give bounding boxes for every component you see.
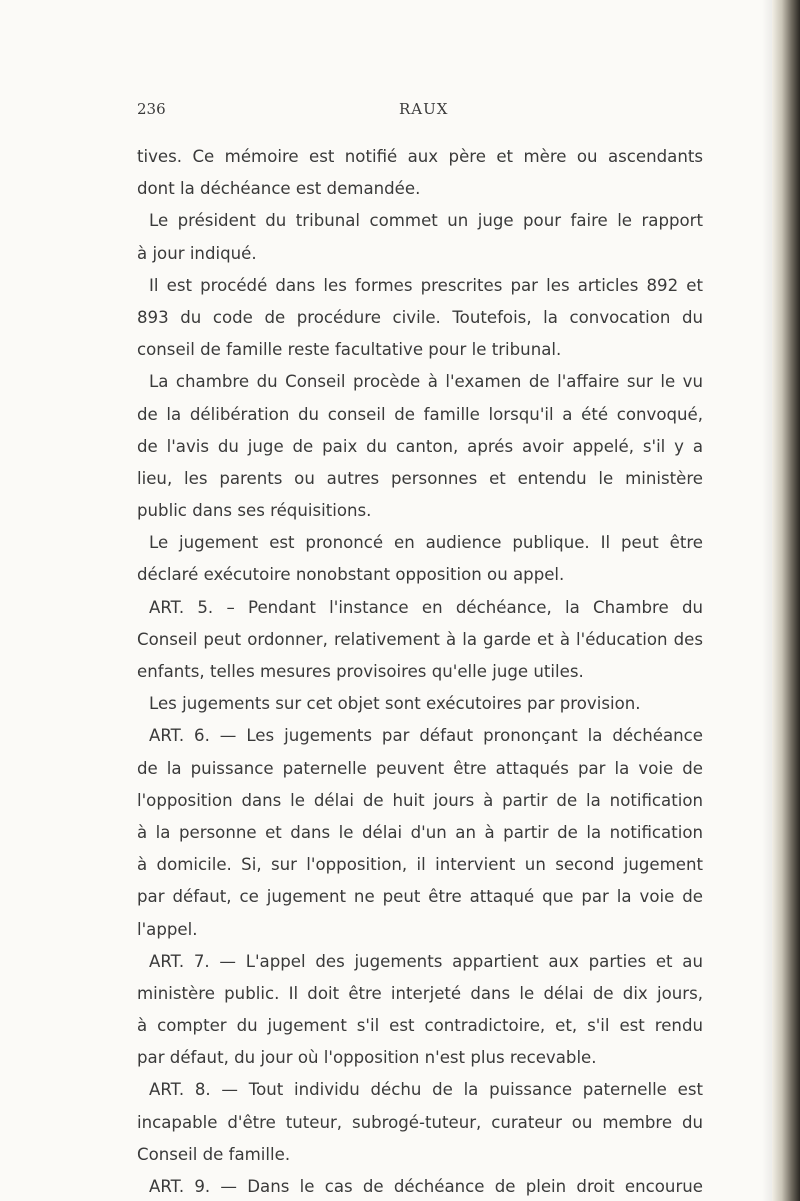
text-line: incapable d'être tuteur, subrogé-tuteur, curateur ou membre du (137, 1112, 703, 1132)
text-line: déclaré exécutoire nonobstant opposition ou appel. (137, 565, 565, 585)
running-head: RAUX (399, 100, 449, 118)
text-line: l'opposition dans le délai de huit jours à partir de la notification (137, 790, 703, 810)
text-line: ART. 5. – Pendant l'instance en déchéance, la Chambre du (149, 597, 703, 617)
text-line: 893 du code de procédure civile. Toutefois, la convocation du (137, 307, 703, 327)
text-line: conseil de famille reste facultative pour le tribunal. (137, 340, 562, 360)
page-header (137, 100, 702, 124)
text-line: à la personne et dans le délai d'un an à partir de la notification (137, 822, 703, 842)
text-line: enfants, telles mesures provisoires qu'elle juge utiles. (137, 662, 584, 681)
text-line: par défaut, ce jugement ne peut être attaqué que par la voie de (137, 887, 703, 907)
text-line: Le jugement est prononcé en audience publique. Il peut être (149, 533, 703, 553)
page-gutter-shadow (762, 0, 772, 1201)
text-line: de la délibération du conseil de famille lorsqu'il a été convoqué, (137, 404, 703, 424)
text-line: l'appel. (137, 919, 198, 939)
page-number: 236 (137, 100, 166, 118)
text-line: Le président du tribunal commet un juge pour faire le rapport (149, 211, 703, 231)
text-line: à compter du jugement s'il est contradictoire, et, s'il est rendu (137, 1016, 703, 1036)
text-line: ART. 8. — Tout individu déchu de la puissance paternelle est (149, 1080, 703, 1100)
text-line: Conseil peut ordonner, relativement à la garde et à l'éducation des (137, 629, 703, 649)
text-line: ART. 9. — Dans le cas de déchéance de plein droit encourue (149, 1177, 703, 1196)
text-line: ART. 6. — Les jugements par défaut prononçant la déchéance (149, 726, 703, 746)
text-line: ministère public. Il doit être interjeté dans le délai de dix jours, (137, 983, 703, 1003)
text-line: à jour indiqué. (137, 243, 257, 263)
body-text (137, 141, 703, 1201)
text-line: tives. Ce mémoire est notifié aux père et mère ou ascendants (137, 147, 703, 166)
text-line: La chambre du Conseil procède à l'examen de l'affaire sur le vu (149, 372, 703, 392)
text-line: dont la déchéance est demandée. (137, 179, 421, 199)
text-line: par défaut, du jour où l'opposition n'est plus recevable. (137, 1048, 597, 1068)
text-line: Les jugements sur cet objet sont exécutoires par provision. (149, 694, 641, 714)
text-line: de la puissance paternelle peuvent être attaqués par la voie de (137, 758, 703, 778)
text-line: lieu, les parents ou autres personnes et entendu le ministère (137, 468, 703, 488)
text-line: à domicile. Si, sur l'opposition, il intervient un second jugement (137, 855, 703, 875)
book-edge (772, 0, 800, 1201)
text-line: public dans ses réquisitions. (137, 501, 372, 521)
text-line: de l'avis du juge de paix du canton, aprés avoir appelé, s'il y a (137, 436, 703, 456)
text-line: Conseil de famille. (137, 1144, 291, 1164)
text-line: ART. 7. — L'appel des jugements appartient aux parties et au (149, 951, 703, 971)
text-line: Il est procédé dans les formes prescrites par les articles 892 et (149, 275, 703, 295)
